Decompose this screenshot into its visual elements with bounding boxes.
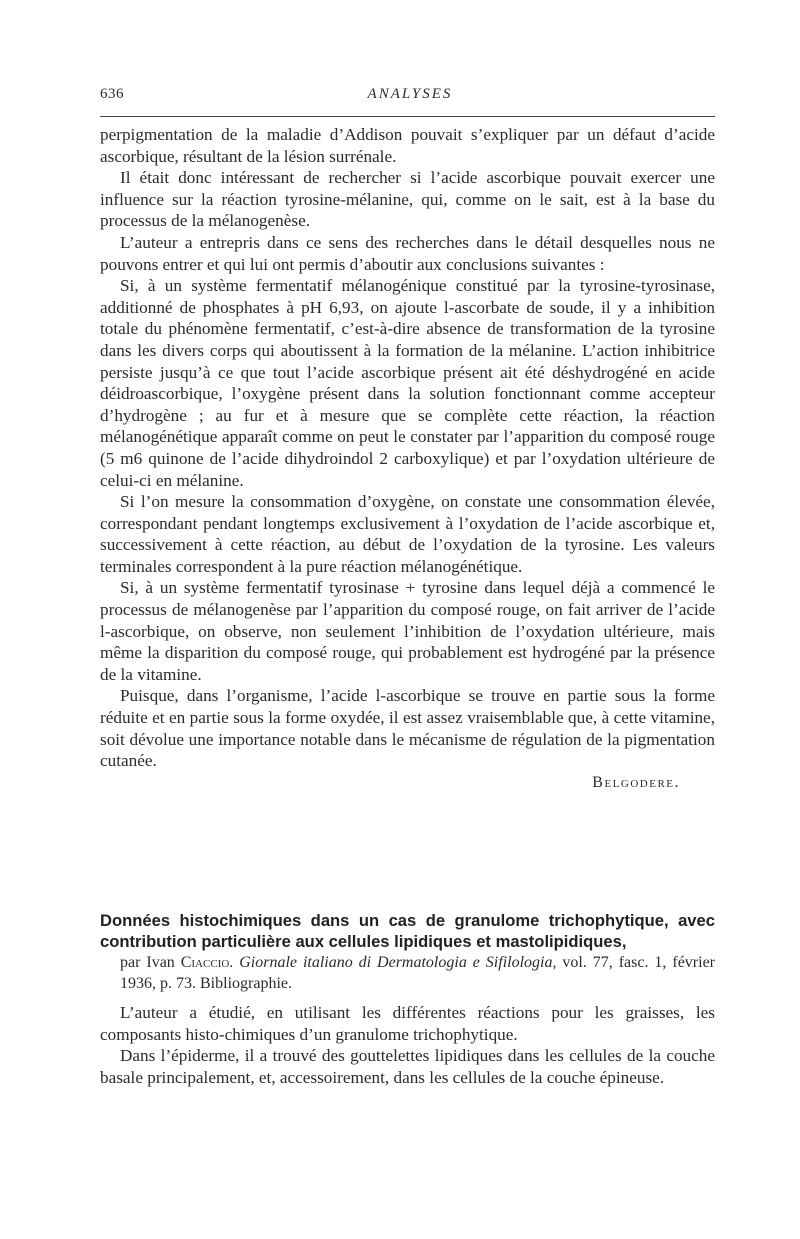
page-header — [100, 86, 720, 110]
citation-separator: . — [229, 954, 240, 971]
citation-journal: Giornale italiano di Dermatologia e Sifilologia — [239, 954, 553, 971]
paragraph: Dans l’épiderme, il a trouvé des gouttelettes lipidiques dans les cellules de la couche basale principalement, et, accessoirement, dans les cellules de la couche épineuse. — [100, 1046, 715, 1087]
paragraph: L’auteur a entrepris dans ce sens des recherches dans le détail desquelles nous ne pouvons entrer et qui lui ont permis d’aboutir aux conclusions suivantes : — [100, 232, 715, 274]
citation-prefix: par Ivan — [120, 954, 181, 971]
article-title: Données histochimiques dans un cas de granulome trichophytique, avec contribution particulière aux cellules lipidiques et mastolipidiques, — [100, 911, 715, 951]
citation-details: , vol. 77, fasc. 1, février 1936, p. 73. Bibliographie. — [120, 954, 715, 992]
running-title: ANALYSES — [367, 86, 453, 102]
paragraph: Si, à un système fermentatif mélanogénique constitué par la tyrosine-tyrosinase, additionné de phosphates à pH 6,93, on ajoute l-ascorbate de soude, il y a inhibition totale du phénomène fermentatif, c’est-à-dire absence de transformation de la tyrosine dans les divers corps qui aboutissent à la formation de la mélanine. L’action inhibitrice persiste jusqu’à ce que tout l’acide ascorbique présent ait été déshydrogéné en acide déidroascorbique, l’oxygène présent dans la solution fonctionnant comme accepteur d’hydrogène ; au fur et à mesure que se complète cette réaction, la réaction mélanogénétique apparaît comme on peut le constater par l’apparition du composé rouge (5 m6 quinone de l’acide dihydroindol 2 carboxylique) et par l’oxydation ultérieure de celui-ci en mélanine. — [100, 276, 715, 490]
author-signature: Belgodere. — [592, 773, 680, 791]
paragraph: Si, à un système fermentatif tyrosinase + tyrosine dans lequel déjà a commencé le processus de mélanogenèse par l’apparition du composé rouge, on fait arriver de l’acide l-ascorbique, on observe, non seulement l’inhibition de l’oxydation ultérieure, mais même la disparition du composé rouge, qui probablement est hydrogéné par la présence de la vitamine. — [100, 578, 715, 684]
paragraph: perpigmentation de la maladie d’Addison pouvait s’expliquer par un défaut d’acide ascorbique, résultant de la lésion surrénale. — [100, 125, 715, 166]
document-page — [100, 0, 720, 1239]
paragraph: Si l’on mesure la consommation d’oxygène, on constate une consommation élevée, correspondant pendant longtemps exclusivement à l’oxydation de l’acide ascorbique et, successivement à cette réaction, au début de l’oxydation de la tyrosine. Les valeurs terminales correspondent à la pure réaction mélanogénétique. — [100, 492, 715, 576]
header-rule — [100, 116, 715, 117]
article-body — [100, 124, 715, 793]
paragraph: Puisque, dans l’organisme, l’acide l-ascorbique se trouve en partie sous la forme réduite et en partie sous la forme oxydée, il est assez vraisemblable que, à cette vitamine, soit dévolue une importance notable dans le mécanisme de régulation de la pigmentation cutanée. — [100, 686, 715, 771]
citation-author: Ciaccio — [180, 954, 230, 971]
paragraph: L’auteur a étudié, en utilisant les différentes réactions pour les graisses, les composants histo-chimiques d’un granulome trichophytique. — [100, 1003, 715, 1044]
paragraph: Il était donc intéressant de rechercher si l’acide ascorbique pouvait exercer une influence sur la réaction tyrosine-mélanine, qui, comme on le sait, est à la base du processus de la mélanogenèse. — [100, 168, 715, 231]
page-number: 636 — [100, 86, 124, 102]
analysis-entry — [100, 910, 715, 1088]
analysis-body — [100, 1002, 715, 1088]
citation — [120, 952, 715, 994]
